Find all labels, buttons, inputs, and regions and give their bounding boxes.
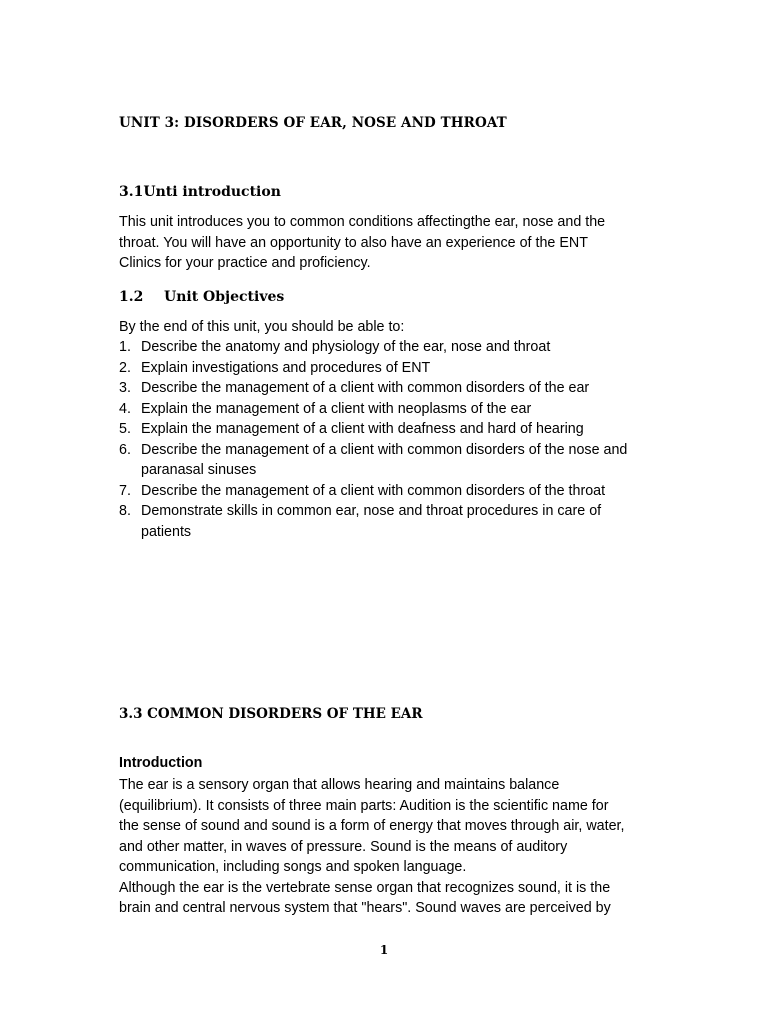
unit-title: UNIT 3: DISORDERS OF EAR, NOSE AND THROAT <box>119 115 507 131</box>
list-item-number: 8. <box>119 503 131 519</box>
list-item-number: 4. <box>119 400 131 417</box>
page-number: 1 <box>379 943 389 957</box>
list-item <box>119 440 659 481</box>
list-item-text: Explain the management of a client with deafness and hard of hearing <box>141 421 584 437</box>
list-item <box>119 399 659 420</box>
objectives-lead: By the end of this unit, you should be able to: <box>119 319 405 335</box>
list-item-number: 7. <box>119 482 131 499</box>
section-objectives-number: 1.2 <box>119 289 144 305</box>
text-line: Clinics for your practice and proficiency. <box>119 255 371 271</box>
section-intro-text <box>119 212 649 274</box>
list-item-text: Explain investigations and procedures of ENT <box>141 359 431 376</box>
list-item <box>119 501 659 542</box>
list-item-number: 2. <box>119 359 131 376</box>
list-item <box>119 337 659 358</box>
list-item-text: Describe the management of a client with common disorders of the ear <box>141 380 590 396</box>
text-line: This unit introduces you to common conditions affectingthe ear, nose and the <box>119 214 606 230</box>
list-item-number: 3. <box>119 380 131 396</box>
list-item-text: Describe the management of a client with common disorders of the nose and <box>141 441 628 458</box>
text-line: Although the ear is the vertebrate sense organ that recognizes sound, it is the <box>119 879 611 896</box>
section-objectives-title: Unit Objectives <box>164 289 285 305</box>
section-ear-text <box>119 775 659 919</box>
list-item-text: patients <box>141 523 192 540</box>
list-item-text: Describe the anatomy and physiology of the ear, nose and throat <box>141 339 551 355</box>
list-item-number: 1. <box>119 339 131 355</box>
text-line: the sense of sound and sound is a form of energy that moves through air, water, <box>119 818 625 834</box>
section-ear-subheading: Introduction <box>119 755 203 771</box>
objectives-list <box>119 337 659 542</box>
section-intro-heading: 3.1Unti introduction <box>119 184 281 200</box>
list-item <box>119 358 659 379</box>
text-line: brain and central nervous system that "hears". Sound waves are perceived by <box>119 900 611 916</box>
text-line: and other matter, in waves of pressure. Sound is the means of auditory <box>119 838 568 855</box>
text-line: throat. You will have an opportunity to also have an experience of the ENT <box>119 234 588 251</box>
list-item-number: 5. <box>119 421 131 437</box>
text-line: (equilibrium). It consists of three main parts: Audition is the scientific name for <box>119 797 609 814</box>
list-item-number: 6. <box>119 441 131 458</box>
section-ear-heading: 3.3 COMMON DISORDERS OF THE EAR <box>119 706 423 722</box>
list-item <box>119 378 659 399</box>
list-item-text: paranasal sinuses <box>141 462 257 478</box>
list-item-text: Demonstrate skills in common ear, nose and throat procedures in care of <box>141 503 602 519</box>
list-item-text: Describe the management of a client with common disorders of the throat <box>141 482 606 499</box>
text-line: The ear is a sensory organ that allows hearing and maintains balance <box>119 777 560 793</box>
list-item <box>119 419 659 440</box>
list-item <box>119 481 659 502</box>
list-item-text: Explain the management of a client with neoplasms of the ear <box>141 400 532 417</box>
text-line: communication, including songs and spoken language. <box>119 859 467 875</box>
